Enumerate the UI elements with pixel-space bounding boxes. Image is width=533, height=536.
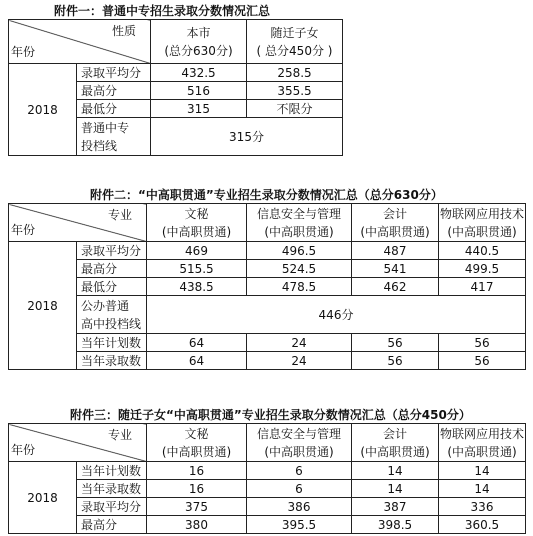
column-header-line1: 会计: [382, 206, 407, 221]
table-cell: 524.5: [247, 260, 352, 278]
section3-title: 附件三：随迁子女“中高职贯通”专业招生录取分数情况汇总（总分450分）: [70, 408, 471, 422]
row-label: 当年录取数: [77, 352, 147, 370]
column-header: [352, 204, 439, 242]
column-header-line2: (总分630分): [164, 43, 233, 58]
table-cell: 541: [352, 260, 439, 278]
merged-value-cell: 315分: [151, 118, 343, 156]
table-cell: 386: [247, 498, 352, 516]
section2-table: [8, 203, 526, 370]
column-header-line1: 文秘: [184, 206, 209, 221]
row-label: 最高分: [77, 82, 151, 100]
table-cell: 64: [147, 352, 247, 370]
row-label: 最高分: [77, 260, 147, 278]
table-cell: 380: [147, 516, 247, 534]
corner-top-label: 性质: [111, 24, 136, 38]
table-cell: 432.5: [151, 64, 247, 82]
table-cell: 56: [352, 352, 439, 370]
column-header-line2: ( 总分450分 ): [256, 43, 333, 58]
row-label-line2: 高中投档线: [81, 316, 142, 331]
column-header: [352, 424, 439, 462]
column-header: [247, 424, 352, 462]
header-corner: [9, 20, 151, 64]
table-cell: 56: [439, 352, 526, 370]
year-cell: 2018: [9, 242, 77, 370]
table-cell: 478.5: [247, 278, 352, 296]
header-corner: [9, 204, 147, 242]
column-header: [147, 204, 247, 242]
column-header-line2: (中高职贯通): [161, 224, 232, 239]
table-cell: 64: [147, 334, 247, 352]
column-header-line1: 信息安全与管理: [256, 206, 341, 221]
row-label: 当年计划数: [77, 334, 147, 352]
table-cell: 14: [439, 480, 526, 498]
column-header-line1: 物联网应用技术: [439, 206, 524, 221]
column-header: [151, 20, 247, 64]
corner-top-label: 专业: [107, 428, 132, 442]
table-cell: 24: [247, 334, 352, 352]
table-cell: 56: [439, 334, 526, 352]
table-cell: 469: [147, 242, 247, 260]
year-cell: 2018: [9, 64, 77, 156]
row-label-line2: 投档线: [81, 138, 118, 153]
column-header: [439, 424, 526, 462]
column-header-line1: 信息安全与管理: [256, 426, 341, 441]
row-label: 录取平均分: [77, 498, 147, 516]
column-header: [247, 20, 343, 64]
table-cell: 398.5: [352, 516, 439, 534]
table-cell: 56: [352, 334, 439, 352]
table-cell: 16: [147, 480, 247, 498]
table-cell: 6: [247, 462, 352, 480]
table-cell: 360.5: [439, 516, 526, 534]
column-header-line1: 物联网应用技术: [439, 426, 524, 441]
row-label: 录取平均分: [77, 242, 147, 260]
table-cell: 487: [352, 242, 439, 260]
row-label-line1: 普通中专: [81, 120, 130, 135]
table-cell: 16: [147, 462, 247, 480]
column-header: [247, 204, 352, 242]
corner-bottom-label: 年份: [11, 223, 36, 237]
column-header-line1: 随迁子女: [270, 25, 319, 40]
table-cell: 387: [352, 498, 439, 516]
header-corner: [9, 424, 147, 462]
table-cell: 14: [439, 462, 526, 480]
table-cell: 438.5: [147, 278, 247, 296]
row-label: 最低分: [77, 278, 147, 296]
table-cell: 24: [247, 352, 352, 370]
table-cell: 14: [352, 462, 439, 480]
section3-table: [8, 423, 526, 534]
table-cell: 375: [147, 498, 247, 516]
column-header-line2: (中高职贯通): [360, 444, 430, 459]
table-cell: 417: [439, 278, 526, 296]
column-header-line2: (中高职贯通): [360, 224, 430, 239]
column-header-line2: (中高职贯通): [264, 224, 334, 239]
column-header-line1: 文秘: [184, 426, 209, 441]
table-cell: 336: [439, 498, 526, 516]
section1-table: [8, 19, 343, 156]
column-header-line2: (中高职贯通): [447, 444, 517, 459]
corner-top-label: 专业: [107, 208, 132, 222]
table-cell: 6: [247, 480, 352, 498]
table-cell: 440.5: [439, 242, 526, 260]
row-label: 最高分: [77, 516, 147, 534]
column-header-line2: (中高职贯通): [264, 444, 334, 459]
table-cell: 355.5: [247, 82, 343, 100]
column-header: [439, 204, 526, 242]
row-label-line1: 公办普通: [81, 298, 130, 313]
table-cell: 496.5: [247, 242, 352, 260]
table-cell: 258.5: [247, 64, 343, 82]
column-header-line1: 会计: [382, 426, 407, 441]
row-label: 最低分: [77, 100, 151, 118]
row-label: 当年计划数: [77, 462, 147, 480]
table-cell: 315: [151, 100, 247, 118]
column-header-line1: 本市: [186, 25, 211, 40]
merged-value-cell: 446分: [147, 296, 526, 334]
table-cell: 14: [352, 480, 439, 498]
column-header-line2: (中高职贯通): [161, 444, 232, 459]
table-cell: 516: [151, 82, 247, 100]
section1-title: 附件一：普通中专招生录取分数情况汇总: [54, 4, 271, 18]
section2-title: 附件二：“中高职贯通”专业招生录取分数情况汇总（总分630分）: [90, 188, 443, 202]
row-label: [77, 118, 151, 156]
column-header: [147, 424, 247, 462]
row-label: [77, 296, 147, 334]
table-cell: 不限分: [247, 100, 343, 118]
column-header-line2: (中高职贯通): [447, 224, 517, 239]
corner-bottom-label: 年份: [11, 443, 36, 457]
table-cell: 395.5: [247, 516, 352, 534]
table-cell: 499.5: [439, 260, 526, 278]
table-cell: 515.5: [147, 260, 247, 278]
row-label: 当年录取数: [77, 480, 147, 498]
corner-bottom-label: 年份: [11, 45, 36, 59]
row-label: 录取平均分: [77, 64, 151, 82]
year-cell: 2018: [9, 462, 77, 534]
table-cell: 462: [352, 278, 439, 296]
